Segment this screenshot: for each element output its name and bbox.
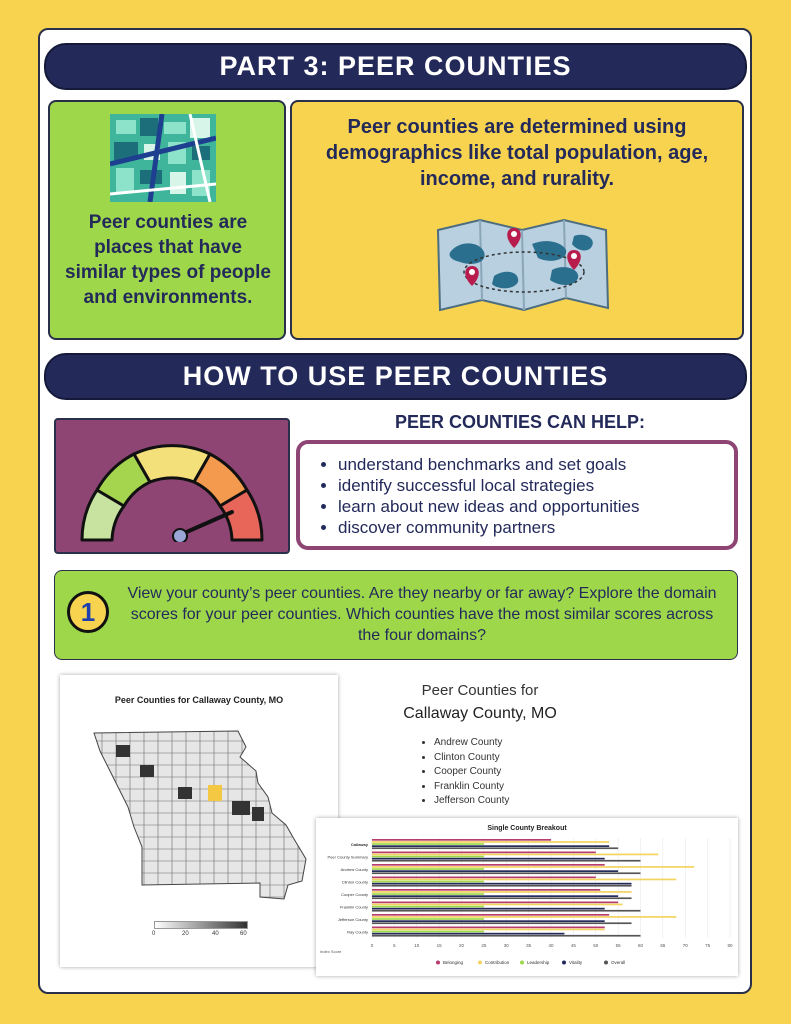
chart-x-tick: 65 bbox=[660, 943, 666, 948]
help-item: • identify successful local strategies bbox=[338, 475, 734, 496]
help-item: • learn about new ideas and opportunities bbox=[338, 496, 734, 517]
chart-bar-overall bbox=[372, 897, 632, 899]
county-clinton bbox=[140, 765, 154, 777]
county-jefferson bbox=[252, 807, 264, 821]
chart-bar-belonging bbox=[372, 914, 609, 916]
help-item: • discover community partners bbox=[338, 517, 734, 538]
how-to-banner bbox=[44, 353, 747, 400]
help-list-box bbox=[296, 440, 738, 550]
chart-bar-vitality bbox=[372, 845, 609, 847]
chart-bar-belonging bbox=[372, 889, 600, 891]
chart-category-label: Clinton County bbox=[341, 879, 368, 885]
chart-bar-leadership bbox=[372, 893, 484, 895]
legend-label-vitality: Vitality bbox=[569, 960, 583, 965]
chart-bar-belonging bbox=[372, 852, 596, 854]
chart-bar-leadership bbox=[372, 843, 484, 845]
chart-category-label: Ray County bbox=[347, 929, 368, 935]
single-county-breakout-chart bbox=[316, 818, 738, 976]
chart-x-tick: 15 bbox=[436, 943, 442, 948]
chart-x-tick: 30 bbox=[503, 943, 509, 948]
peer-county-map-card bbox=[60, 675, 338, 967]
legend-tick: 20 bbox=[182, 931, 189, 937]
chart-x-tick: 70 bbox=[682, 943, 688, 948]
chart-bar-overall bbox=[372, 885, 632, 887]
chart-bar-belonging bbox=[372, 864, 605, 866]
chart-category-label: Callaway bbox=[350, 841, 368, 847]
legend-marker-overall bbox=[604, 961, 608, 965]
chart-x-tick: 35 bbox=[526, 943, 532, 948]
chart-bar-overall bbox=[372, 922, 632, 924]
map-legend-bar bbox=[154, 921, 248, 929]
chart-bar-contribution bbox=[372, 916, 676, 918]
chart-bar-leadership bbox=[372, 918, 484, 920]
folded-map-icon bbox=[434, 216, 612, 316]
peer-list-heading-2: Callaway County, MO bbox=[403, 705, 557, 722]
county-callaway bbox=[208, 785, 222, 801]
legend-label-belonging: Belonging bbox=[443, 960, 464, 965]
chart-bar-leadership bbox=[372, 868, 484, 870]
chart-x-tick: 45 bbox=[570, 943, 576, 948]
chart-category-label: Peer County Summary bbox=[327, 854, 368, 860]
legend-label-leadership: Leadership bbox=[527, 960, 550, 965]
chart-bar-contribution bbox=[372, 929, 605, 931]
help-title: PEER COUNTIES CAN HELP: bbox=[394, 412, 646, 432]
chart-x-tick: 75 bbox=[705, 943, 711, 948]
legend-tick: 0 bbox=[152, 931, 156, 937]
chart-x-tick: 80 bbox=[727, 943, 733, 948]
peer-county-list bbox=[420, 736, 509, 809]
chart-bar-vitality bbox=[372, 883, 632, 885]
chart-x-tick: 50 bbox=[593, 943, 599, 948]
help-list bbox=[300, 444, 734, 538]
chart-bar-contribution bbox=[372, 879, 676, 881]
chart-category-label: Jefferson County bbox=[337, 916, 368, 922]
legend-tick: 60 bbox=[240, 931, 247, 937]
chart-bar-leadership bbox=[372, 931, 484, 933]
single-county-breakout-card bbox=[316, 818, 738, 976]
county-cooper bbox=[178, 787, 192, 799]
chart-x-tick: 60 bbox=[637, 943, 644, 948]
chart-category-label: Franklin County bbox=[339, 904, 368, 910]
chart-bar-vitality bbox=[372, 858, 605, 860]
peer-county-item: • Cooper County bbox=[434, 765, 509, 780]
chart-bar-belonging bbox=[372, 839, 551, 841]
legend-marker-vitality bbox=[562, 961, 566, 965]
demographics-box bbox=[290, 100, 744, 340]
chart-x-tick: 40 bbox=[548, 943, 554, 948]
chart-bar-leadership bbox=[372, 856, 484, 858]
chart-bar-overall bbox=[372, 860, 641, 862]
how-to-banner-text: HOW TO USE PEER COUNTIES bbox=[182, 361, 609, 391]
peer-list-heading-1: Peer Counties for bbox=[421, 682, 539, 699]
chart-bar-contribution bbox=[372, 891, 632, 893]
peer-definition-text: Peer counties are places that have similar types of people and environments. bbox=[65, 212, 271, 308]
chart-category-label: Andrew County bbox=[340, 866, 368, 872]
map-title: Peer Counties for Callaway County, MO bbox=[114, 695, 284, 705]
chart-bar-contribution bbox=[372, 866, 694, 868]
chart-x-tick: 25 bbox=[481, 943, 487, 948]
chart-category-label: Cooper County bbox=[341, 891, 368, 897]
chart-x-tick: 20 bbox=[458, 943, 465, 948]
step-text: View your county’s peer counties. Are they nearby or far away? Explore the domain scores for your peer counties. Which counties have the most similar scores across the four domains? bbox=[127, 585, 717, 644]
legend-tick: 40 bbox=[212, 931, 219, 937]
chart-bar-overall bbox=[372, 910, 641, 912]
chart-bar-contribution bbox=[372, 841, 609, 843]
chart-bar-vitality bbox=[372, 870, 618, 872]
peer-county-item: • Andrew County bbox=[434, 736, 509, 751]
chart-bar-belonging bbox=[372, 927, 605, 929]
legend-marker-belonging bbox=[436, 961, 440, 965]
chart-bar-overall bbox=[372, 872, 641, 874]
county-franklin bbox=[232, 801, 250, 815]
chart-bar-vitality bbox=[372, 920, 605, 922]
county-andrew bbox=[116, 745, 130, 757]
gauge-icon bbox=[72, 430, 272, 542]
chart-bar-leadership bbox=[372, 881, 484, 883]
part3-banner-text: PART 3: PEER COUNTIES bbox=[219, 51, 572, 81]
chart-x-tick: 5 bbox=[393, 943, 396, 948]
peer-county-item: • Franklin County bbox=[434, 780, 509, 795]
chart-title: Single County Breakout bbox=[487, 825, 567, 832]
legend-marker-leadership bbox=[520, 961, 524, 965]
chart-bar-vitality bbox=[372, 933, 564, 935]
gauge-box bbox=[54, 418, 290, 554]
chart-bar-belonging bbox=[372, 877, 596, 879]
chart-bar-belonging bbox=[372, 902, 618, 904]
legend-marker-contribution bbox=[478, 961, 482, 965]
part3-banner bbox=[44, 43, 747, 90]
chart-bar-vitality bbox=[372, 908, 605, 910]
chart-bar-overall bbox=[372, 935, 641, 937]
map-legend-ticks bbox=[150, 931, 250, 941]
help-item: • understand benchmarks and set goals bbox=[338, 454, 734, 475]
legend-label-overall: Overall bbox=[611, 960, 626, 965]
step-number-badge bbox=[67, 591, 109, 633]
chart-bar-leadership bbox=[372, 906, 484, 908]
chart-x-axis-label: Index Score bbox=[320, 949, 342, 954]
demographics-text: Peer counties are determined using demographics like total population, age, income, and rurality. bbox=[325, 116, 709, 190]
chart-bar-overall bbox=[372, 847, 618, 849]
chart-x-tick: 10 bbox=[414, 943, 420, 948]
step-number: 1 bbox=[80, 596, 96, 627]
city-map-icon bbox=[110, 114, 216, 202]
peer-definition-box bbox=[48, 100, 286, 340]
chart-bar-vitality bbox=[372, 895, 618, 897]
chart-x-tick: 0 bbox=[370, 943, 374, 948]
peer-county-item: • Clinton County bbox=[434, 751, 509, 766]
chart-bar-contribution bbox=[372, 854, 658, 856]
legend-label-contribution: Contribution bbox=[485, 960, 510, 965]
chart-x-tick: 55 bbox=[615, 943, 621, 948]
step-box bbox=[54, 570, 738, 660]
missouri-county-map bbox=[88, 727, 318, 907]
chart-bar-contribution bbox=[372, 904, 623, 906]
peer-county-item: • Jefferson County bbox=[434, 794, 509, 809]
